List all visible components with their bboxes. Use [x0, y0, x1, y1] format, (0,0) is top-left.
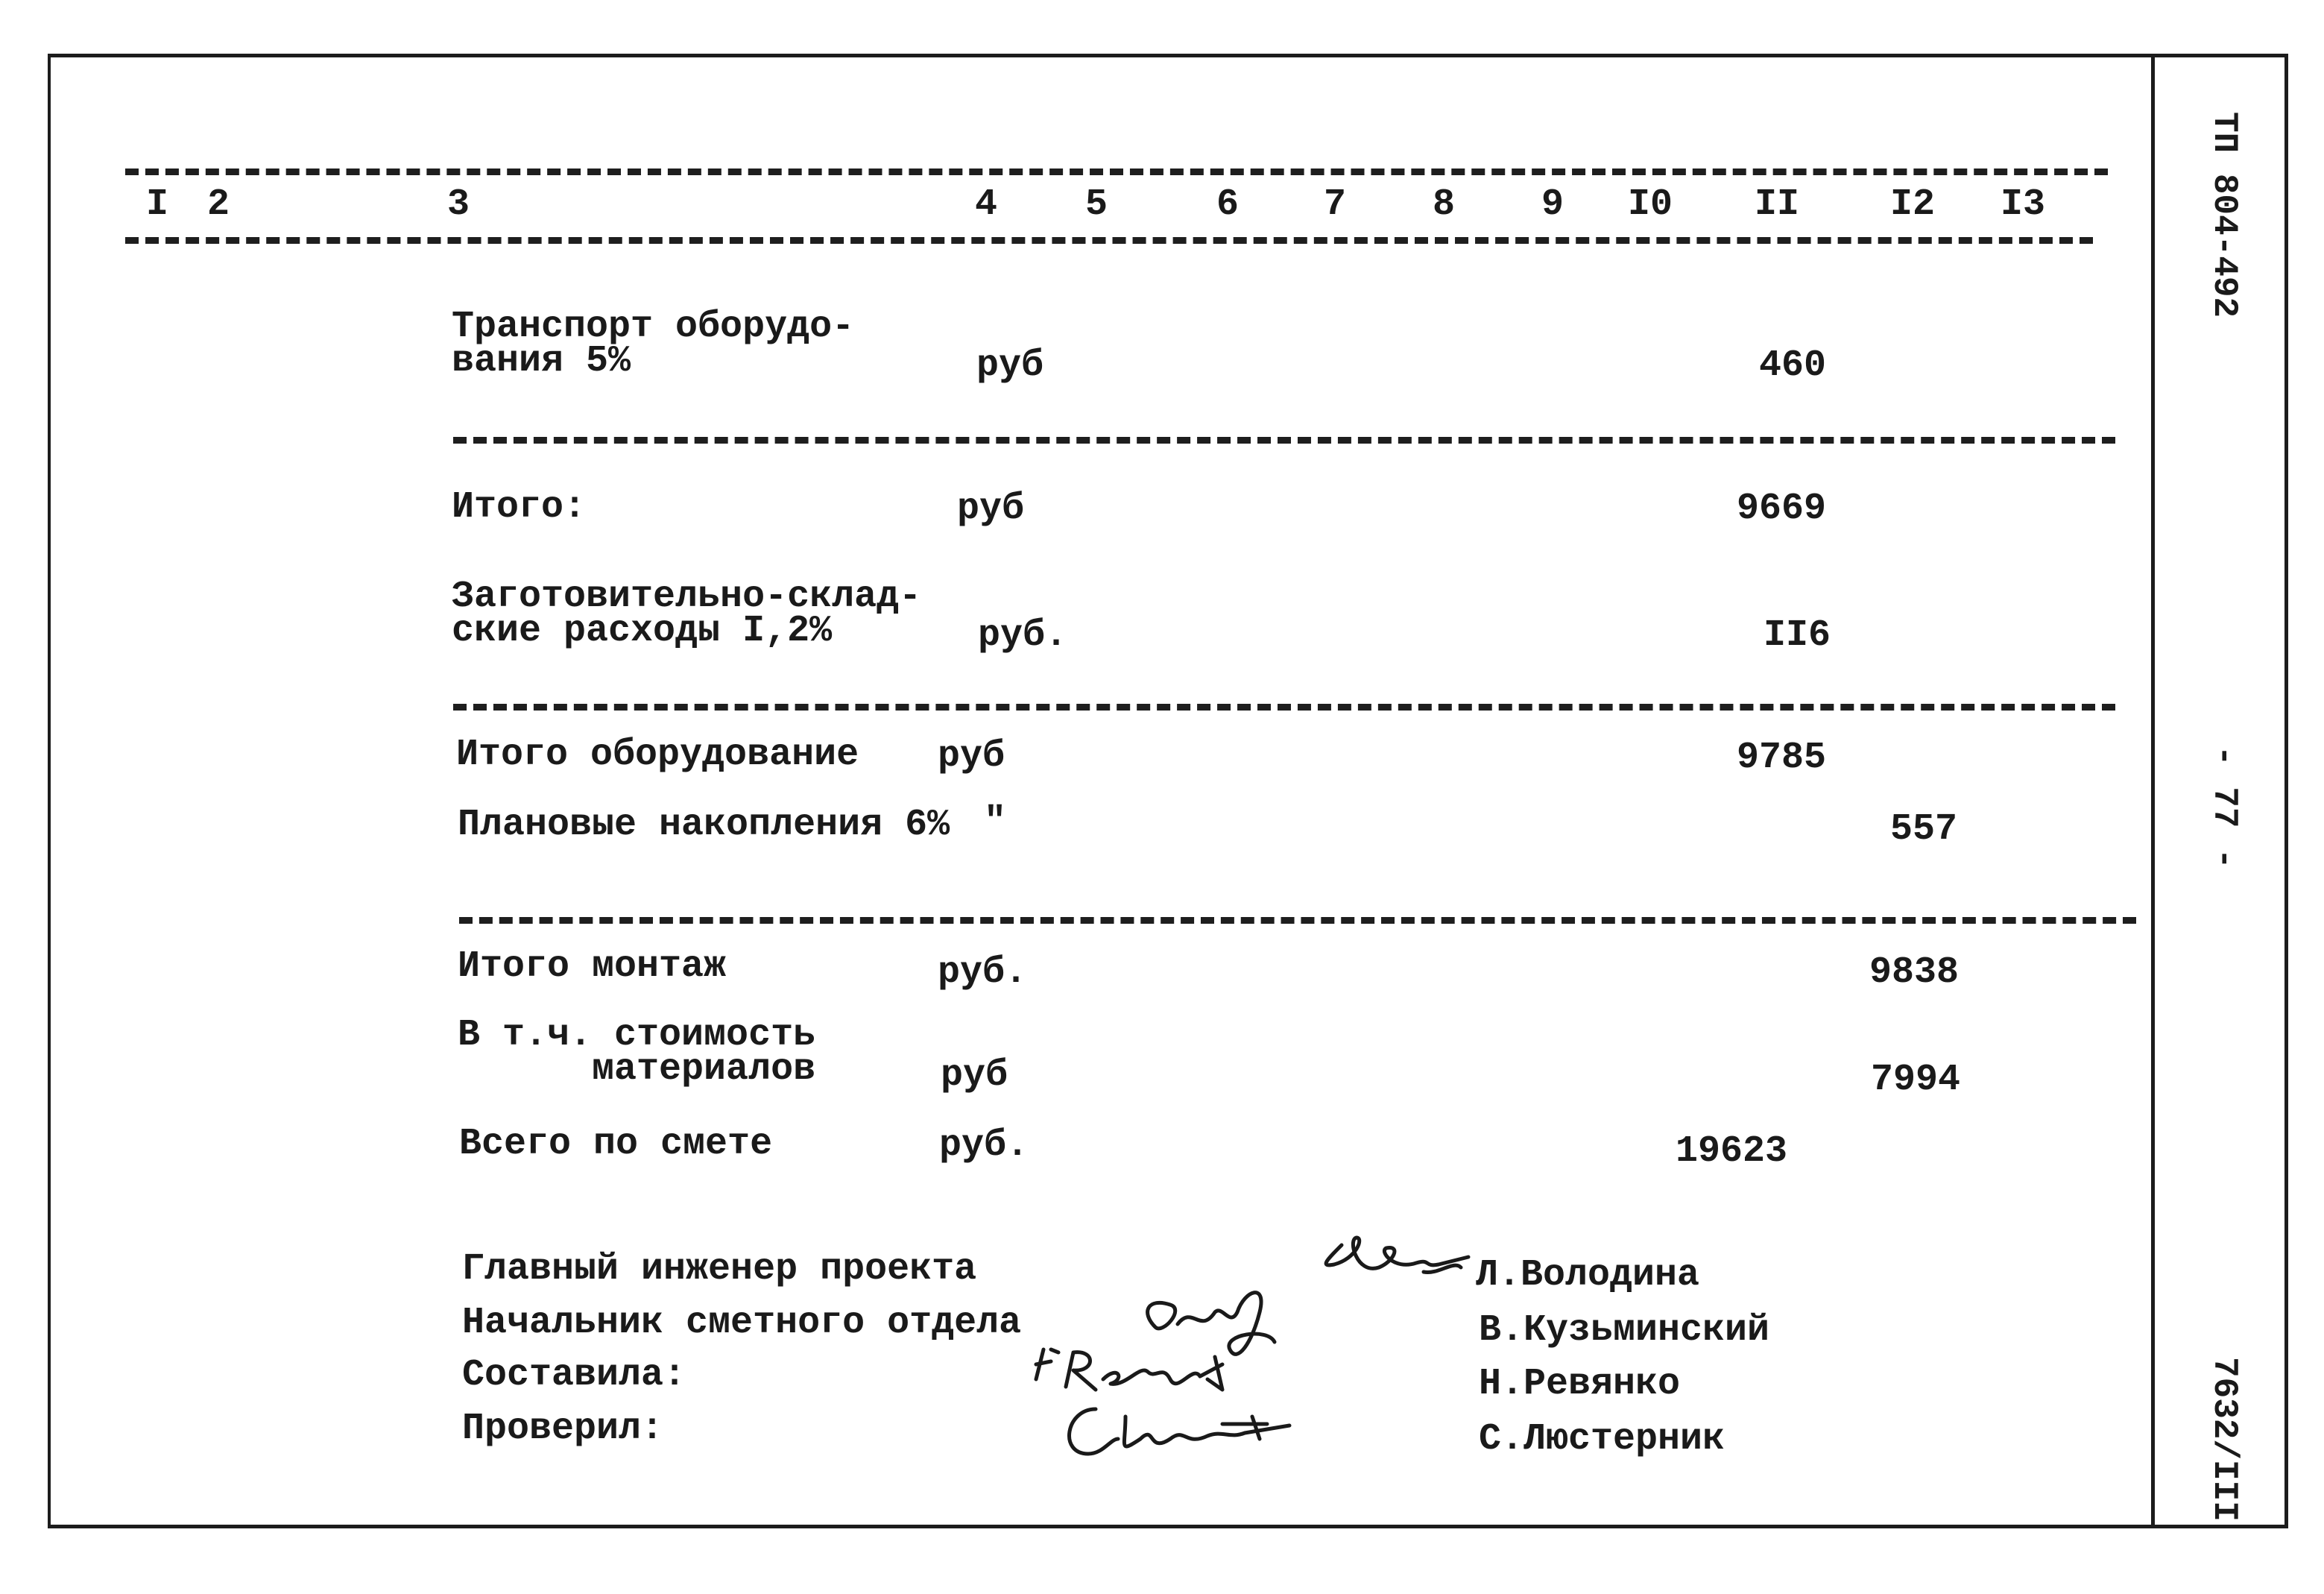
row-value-col11: II6 [1763, 614, 1831, 657]
row-value-col12: 7994 [1871, 1059, 1961, 1101]
column-number: I3 [2001, 183, 2046, 226]
row-unit: руб. [939, 1124, 1029, 1167]
row-label: Транспорт оборудо- вания 5% [452, 306, 855, 382]
header-bottom-rule [125, 237, 2093, 244]
column-number: 7 [1324, 183, 1347, 226]
column-number: 4 [975, 183, 998, 226]
signature-name: Н.Ревянко [1479, 1363, 1681, 1405]
page-number: - 77 - [2205, 746, 2244, 869]
row-unit: руб. [938, 951, 1028, 994]
row-value-col11: 9785 [1737, 737, 1827, 779]
row-label: Всего по смете [459, 1123, 773, 1165]
signature-name: С.Люстерник [1479, 1418, 1725, 1461]
section-rule [459, 917, 2136, 924]
row-unit: руб [941, 1054, 1008, 1097]
row-label: Итого: [452, 486, 587, 529]
column-number: I [146, 183, 169, 226]
row-label: Итого оборудование [456, 734, 859, 776]
row-unit: " [984, 801, 1007, 843]
row-label: Плановые накопления 6% [458, 804, 950, 846]
signature-role: Составила: [462, 1354, 686, 1396]
column-number: II [1755, 183, 1800, 226]
project-code: ТП 804-492 [2205, 112, 2244, 318]
row-value-col10: 19623 [1676, 1130, 1788, 1173]
row-unit: руб [938, 735, 1005, 778]
column-number: I2 [1890, 183, 1936, 226]
column-number: I0 [1628, 183, 1673, 226]
section-rule [453, 704, 2115, 711]
column-number: 5 [1085, 183, 1108, 226]
row-label: Заготовительно-склад- ские расходы I,2% [452, 576, 922, 652]
handwritten-signature-chief [1312, 1215, 1491, 1305]
side-strip-divider [2151, 54, 2155, 1528]
row-value-col11: 9669 [1737, 488, 1827, 530]
row-label: Итого монтаж [458, 945, 727, 988]
row-label: В т.ч. стоимость материалов [458, 1014, 816, 1091]
row-value-col12: 557 [1890, 808, 1958, 851]
sheet-code: 7632/III [2205, 1357, 2244, 1522]
section-rule [453, 437, 2115, 444]
row-unit: руб [976, 344, 1044, 387]
header-top-rule [125, 168, 2108, 175]
handwritten-signature-checker [1043, 1394, 1312, 1476]
row-unit: руб [957, 488, 1025, 530]
column-number: 3 [447, 183, 470, 226]
row-value-col12: 9838 [1869, 951, 1960, 994]
column-number: 6 [1216, 183, 1240, 226]
signature-role: Главный инженер проекта [462, 1248, 977, 1291]
column-number: 8 [1433, 183, 1456, 226]
row-unit: руб. [978, 614, 1068, 657]
column-number: 9 [1541, 183, 1564, 226]
signature-role: Проверил: [462, 1408, 664, 1450]
row-value-col11: 460 [1759, 344, 1827, 387]
signature-name: Л.Володина [1476, 1254, 1700, 1297]
signature-name: В.Кузьминский [1479, 1309, 1770, 1352]
signature-role: Начальник сметного отдела [462, 1302, 1022, 1344]
column-number: 2 [207, 183, 230, 226]
